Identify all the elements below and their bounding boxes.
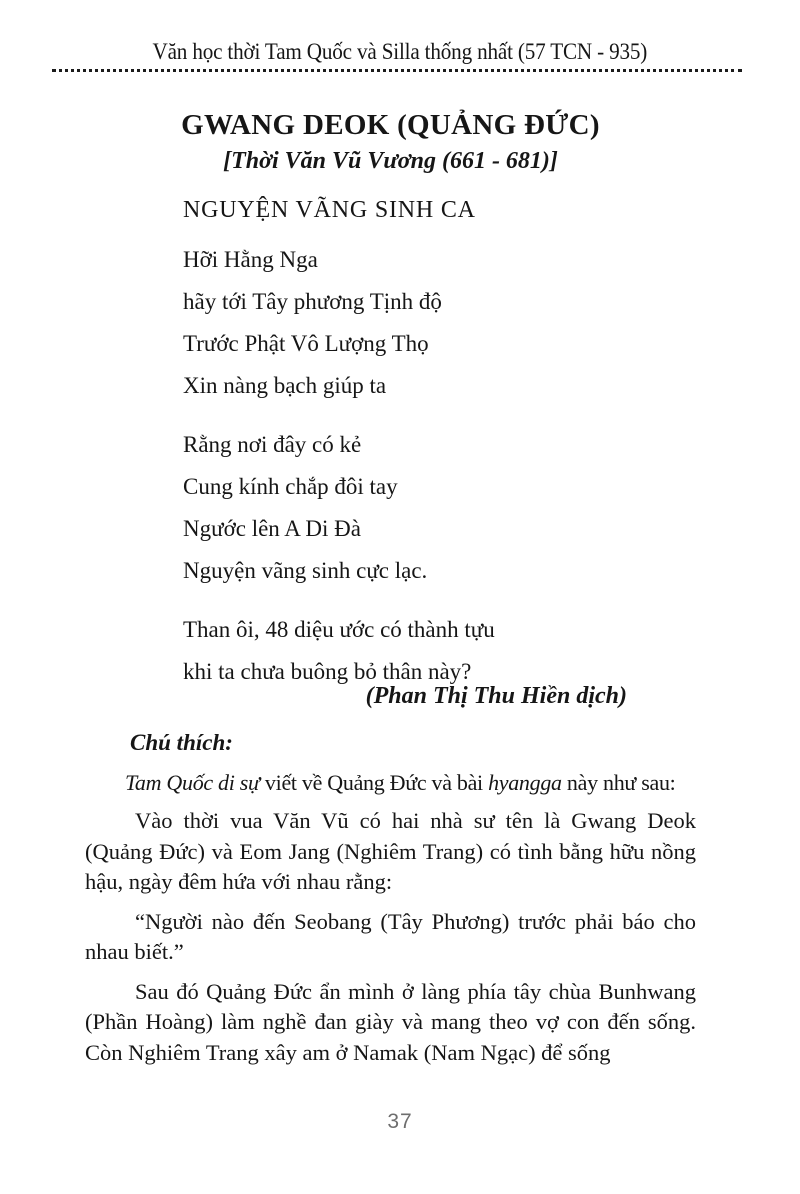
page-content — [85, 70, 696, 1068]
notes-intro-segment: Tam Quốc di sự — [125, 770, 260, 795]
notes-paragraph: Vào thời vua Văn Vũ có hai nhà sư tên là Gwang Deok (Quảng Đức) và Eom Jang (Nghiêm Trang) có tình bằng hữu nồng hậu, ngày đêm hứa với nhau rằng: — [85, 808, 696, 894]
notes-paragraph: Sau đó Quảng Đức ẩn mình ở làng phía tây chùa Bunhwang (Phần Hoàng) làm nghề đan giày và mang theo vợ con đến sống. Còn Nghiêm Trang xây am ở Namak (Nam Ngạc) để sống — [85, 978, 696, 1065]
section-title: GWANG DEOK (QUẢNG ĐỨC) — [181, 109, 600, 141]
running-title: Văn học thời Tam Quốc và Silla thống nhất (57 TCN - 935) — [152, 39, 648, 64]
notes-intro-segment: viết về Quảng Đức và bài — [259, 770, 489, 795]
notes-intro — [85, 768, 696, 798]
poem-line: Ngước lên A Di Đà — [183, 516, 361, 541]
poem-title: NGUYỆN VÃNG SINH CA — [183, 197, 476, 223]
page-number: 37 — [387, 1110, 413, 1133]
poem — [183, 196, 696, 693]
poem-line: Cung kính chắp đôi tay — [183, 474, 398, 499]
poem-line: khi ta chưa buông bỏ thân này? — [183, 659, 472, 684]
poem-stanza — [183, 239, 696, 407]
poem-stanza — [183, 424, 696, 592]
poem-line: Nguyện vãng sinh cực lạc. — [183, 558, 428, 583]
poem-line: Trước Phật Vô Lượng Thọ — [183, 331, 429, 356]
running-header — [0, 38, 800, 66]
notes-intro-segment: này như sau: — [561, 770, 676, 795]
poem-line: Than ôi, 48 diệu ước có thành tựu — [183, 617, 495, 642]
poem-line: Rằng nơi đây có kẻ — [183, 432, 362, 457]
notes-heading: Chú thích: — [130, 730, 233, 755]
poem-line: Xin nàng bạch giúp ta — [183, 373, 387, 398]
poem-attribution: (Phan Thị Thu Hiền dịch) — [365, 683, 627, 709]
notes-section — [85, 729, 696, 1068]
section-subtitle: [Thời Văn Vũ Vương (661 - 681)] — [223, 148, 558, 174]
poem-line: Hỡi Hằng Nga — [183, 247, 318, 272]
poem-line: hãy tới Tây phương Tịnh độ — [183, 289, 442, 314]
notes-intro-segment: hyangga — [488, 770, 562, 795]
notes-paragraph: “Người nào đến Seobang (Tây Phương) trước phải báo cho nhau biết.” — [85, 908, 696, 964]
